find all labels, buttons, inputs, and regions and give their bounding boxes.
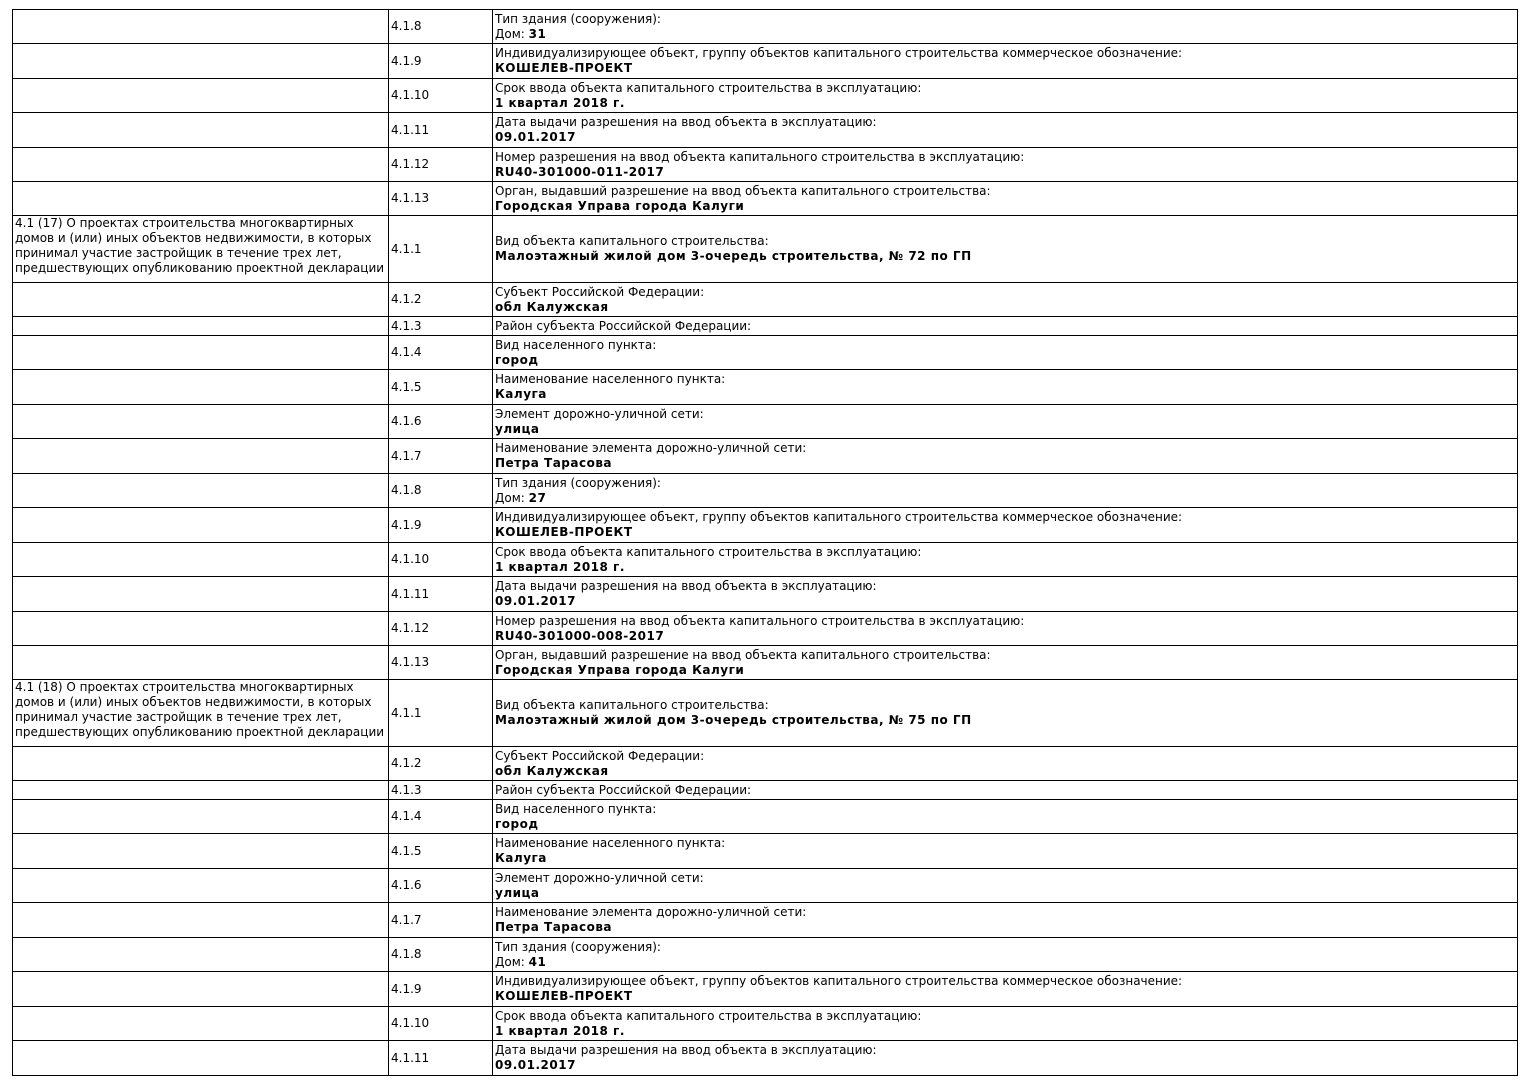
section-cell xyxy=(13,474,389,508)
table-row xyxy=(13,938,1518,972)
item-value-line xyxy=(495,817,1515,832)
section-cell xyxy=(13,216,389,283)
section-title: 4.1 (17) О проектах строительства многоквартирных домов и (или) иных объектов недвижимости, в которых принимал участие застройщик в течение трех лет, предшествующих опубликованию проектной декларации xyxy=(15,216,385,275)
table-row xyxy=(13,1041,1518,1076)
table-row xyxy=(13,508,1518,543)
item-value-prefix: Дом: xyxy=(495,490,529,505)
item-number: 4.1.8 xyxy=(389,474,493,508)
item-value: 09.01.2017 xyxy=(495,1058,576,1072)
item-number: 4.1.12 xyxy=(389,612,493,646)
item-number: 4.1.4 xyxy=(389,336,493,370)
item-number: 4.1.1 xyxy=(389,680,493,747)
item-content xyxy=(493,439,1518,474)
item-number: 4.1.3 xyxy=(389,317,493,336)
item-value-line xyxy=(495,422,1515,437)
item-number: 4.1.4 xyxy=(389,800,493,834)
item-label: Индивидуализирующее объект, группу объектов капитального строительства коммерческое обозначение: xyxy=(495,510,1183,524)
item-label: Элемент дорожно-уличной сети: xyxy=(495,406,704,421)
section-cell xyxy=(13,439,389,474)
item-value-line xyxy=(495,300,1515,315)
item-value-line xyxy=(495,491,1515,506)
table-row xyxy=(13,646,1518,680)
item-content xyxy=(493,508,1518,543)
item-value: 1 квартал 2018 г. xyxy=(495,95,625,110)
item-content xyxy=(493,79,1518,113)
item-value-line xyxy=(495,920,1515,935)
item-value: 1 квартал 2018 г. xyxy=(495,559,625,574)
item-label: Дата выдачи разрешения на ввод объекта в эксплуатацию: xyxy=(495,1043,877,1057)
item-content xyxy=(493,646,1518,680)
table-row xyxy=(13,903,1518,938)
item-label: Тип здания (сооружения): xyxy=(495,939,661,954)
table-row xyxy=(13,79,1518,113)
table-row xyxy=(13,10,1518,44)
section-cell xyxy=(13,747,389,781)
section-cell xyxy=(13,1041,389,1076)
declaration-table-page xyxy=(12,9,1517,1077)
item-number: 4.1.3 xyxy=(389,781,493,800)
table-row xyxy=(13,747,1518,781)
item-value: КОШЕЛЕВ-ПРОЕКТ xyxy=(495,61,633,75)
item-value-line xyxy=(495,560,1515,575)
item-number: 4.1.7 xyxy=(389,439,493,474)
item-value: Калуга xyxy=(495,851,547,865)
item-label: Вид населенного пункта: xyxy=(495,801,657,816)
declaration-table xyxy=(12,9,1518,1076)
item-value: Малоэтажный жилой дом 3-очередь строительства, № 72 по ГП xyxy=(495,249,972,263)
item-label: Индивидуализирующее объект, группу объектов капитального строительства коммерческое обозначение: xyxy=(495,974,1183,988)
item-number: 4.1.2 xyxy=(389,283,493,317)
item-value-line xyxy=(495,629,1515,644)
item-content xyxy=(493,474,1518,508)
item-label: Район субъекта Российской Федерации: xyxy=(495,782,752,797)
item-value: 41 xyxy=(528,954,547,969)
section-cell xyxy=(13,405,389,439)
item-label: Срок ввода объекта капитального строительства в эксплуатацию: xyxy=(495,1008,922,1023)
item-label: Орган, выдавший разрешение на ввод объекта капитального строительства: xyxy=(495,183,991,198)
item-value: 1 квартал 2018 г. xyxy=(495,1023,625,1038)
item-content xyxy=(493,182,1518,216)
item-value: Петра Тарасова xyxy=(495,920,613,934)
section-cell xyxy=(13,283,389,317)
section-cell xyxy=(13,543,389,577)
item-label: Вид объекта капитального строительства: xyxy=(495,234,769,248)
item-number: 4.1.2 xyxy=(389,747,493,781)
item-content xyxy=(493,938,1518,972)
item-value: город xyxy=(495,352,539,367)
table-row xyxy=(13,474,1518,508)
section-cell xyxy=(13,10,389,44)
item-value-line xyxy=(495,989,1515,1004)
item-value: КОШЕЛЕВ-ПРОЕКТ xyxy=(495,989,633,1003)
section-cell xyxy=(13,781,389,800)
item-number: 4.1.10 xyxy=(389,1007,493,1041)
section-cell xyxy=(13,646,389,680)
item-number: 4.1.9 xyxy=(389,972,493,1007)
section-cell xyxy=(13,680,389,747)
table-row xyxy=(13,370,1518,405)
item-value: RU40-301000-011-2017 xyxy=(495,164,665,179)
item-value-line xyxy=(495,851,1515,866)
item-content xyxy=(493,283,1518,317)
item-value: Калуга xyxy=(495,387,547,401)
table-row xyxy=(13,148,1518,182)
item-content xyxy=(493,781,1518,800)
item-content xyxy=(493,543,1518,577)
section-cell xyxy=(13,938,389,972)
item-content xyxy=(493,903,1518,938)
item-value: Малоэтажный жилой дом 3-очередь строительства, № 75 по ГП xyxy=(495,713,972,727)
table-row xyxy=(13,182,1518,216)
item-content xyxy=(493,148,1518,182)
item-number: 4.1.11 xyxy=(389,113,493,148)
item-value-line xyxy=(495,27,1515,42)
item-number: 4.1.9 xyxy=(389,508,493,543)
item-value-line xyxy=(495,353,1515,368)
section-cell xyxy=(13,972,389,1007)
item-number: 4.1.11 xyxy=(389,1041,493,1076)
item-number: 4.1.6 xyxy=(389,869,493,903)
item-number: 4.1.8 xyxy=(389,938,493,972)
item-content xyxy=(493,317,1518,336)
table-row xyxy=(13,972,1518,1007)
section-cell xyxy=(13,834,389,869)
table-row xyxy=(13,216,1518,283)
item-label: Вид объекта капитального строительства: xyxy=(495,698,769,712)
item-content xyxy=(493,972,1518,1007)
item-label: Дата выдачи разрешения на ввод объекта в эксплуатацию: xyxy=(495,579,877,593)
item-content xyxy=(493,216,1518,283)
section-cell xyxy=(13,1007,389,1041)
item-content xyxy=(493,1041,1518,1076)
item-content xyxy=(493,44,1518,79)
item-content xyxy=(493,612,1518,646)
section-cell xyxy=(13,148,389,182)
section-cell xyxy=(13,508,389,543)
item-value-line xyxy=(495,456,1515,471)
table-row xyxy=(13,834,1518,869)
item-value-line xyxy=(495,1024,1515,1039)
section-cell xyxy=(13,800,389,834)
item-label: Срок ввода объекта капитального строительства в эксплуатацию: xyxy=(495,544,922,559)
item-label: Тип здания (сооружения): xyxy=(495,475,661,490)
item-label: Субъект Российской Федерации: xyxy=(495,284,705,299)
item-content xyxy=(493,10,1518,44)
item-number: 4.1.8 xyxy=(389,10,493,44)
table-row xyxy=(13,680,1518,747)
section-cell xyxy=(13,44,389,79)
item-content xyxy=(493,336,1518,370)
item-label: Срок ввода объекта капитального строительства в эксплуатацию: xyxy=(495,80,922,95)
item-value-line xyxy=(495,199,1515,214)
item-value: 27 xyxy=(528,490,547,505)
section-cell xyxy=(13,113,389,148)
item-content xyxy=(493,834,1518,869)
section-cell xyxy=(13,79,389,113)
section-cell xyxy=(13,903,389,938)
item-label: Наименование населенного пункта: xyxy=(495,372,726,386)
item-content xyxy=(493,113,1518,148)
item-content xyxy=(493,680,1518,747)
item-value: КОШЕЛЕВ-ПРОЕКТ xyxy=(495,525,633,539)
item-label: Тип здания (сооружения): xyxy=(495,11,661,26)
section-title: 4.1 (18) О проектах строительства многоквартирных домов и (или) иных объектов недвижимости, в которых принимал участие застройщик в течение трех лет, предшествующих опубликованию проектной декларации xyxy=(15,680,385,739)
item-value-line xyxy=(495,130,1515,145)
item-value-line xyxy=(495,1058,1515,1073)
table-row xyxy=(13,577,1518,612)
section-cell xyxy=(13,577,389,612)
item-value-line xyxy=(495,886,1515,901)
item-number: 4.1.11 xyxy=(389,577,493,612)
item-value: город xyxy=(495,816,539,831)
item-label: Дата выдачи разрешения на ввод объекта в эксплуатацию: xyxy=(495,115,877,129)
item-value: Петра Тарасова xyxy=(495,456,613,470)
item-content xyxy=(493,577,1518,612)
item-number: 4.1.13 xyxy=(389,646,493,680)
item-value: обл Калужская xyxy=(495,299,609,314)
item-value-line xyxy=(495,249,1515,264)
item-number: 4.1.10 xyxy=(389,79,493,113)
section-cell xyxy=(13,182,389,216)
item-value-line xyxy=(495,764,1515,779)
item-value-prefix: Дом: xyxy=(495,26,529,41)
item-content xyxy=(493,370,1518,405)
item-content xyxy=(493,747,1518,781)
item-value-line xyxy=(495,387,1515,402)
item-value: 09.01.2017 xyxy=(495,594,576,608)
item-label: Район субъекта Российской Федерации: xyxy=(495,318,752,333)
item-content xyxy=(493,869,1518,903)
item-value-line xyxy=(495,955,1515,970)
item-label: Элемент дорожно-уличной сети: xyxy=(495,870,704,885)
item-label: Субъект Российской Федерации: xyxy=(495,748,705,763)
item-label: Орган, выдавший разрешение на ввод объекта капитального строительства: xyxy=(495,647,991,662)
table-row xyxy=(13,317,1518,336)
table-body xyxy=(13,10,1518,1076)
item-value: Городская Управа города Калуги xyxy=(495,198,745,213)
item-label: Номер разрешения на ввод объекта капитального строительства в эксплуатацию: xyxy=(495,613,1025,628)
item-content xyxy=(493,800,1518,834)
item-number: 4.1.9 xyxy=(389,44,493,79)
item-value: Городская Управа города Калуги xyxy=(495,662,745,677)
item-value: 09.01.2017 xyxy=(495,130,576,144)
item-value-line xyxy=(495,96,1515,111)
item-value: 31 xyxy=(528,26,547,41)
table-row xyxy=(13,869,1518,903)
item-content xyxy=(493,405,1518,439)
item-value-line xyxy=(495,525,1515,540)
item-number: 4.1.12 xyxy=(389,148,493,182)
table-row xyxy=(13,612,1518,646)
item-value: улица xyxy=(495,421,540,436)
item-label: Номер разрешения на ввод объекта капитального строительства в эксплуатацию: xyxy=(495,149,1025,164)
section-cell xyxy=(13,317,389,336)
item-number: 4.1.5 xyxy=(389,834,493,869)
section-cell xyxy=(13,336,389,370)
item-number: 4.1.7 xyxy=(389,903,493,938)
item-label: Наименование элемента дорожно-уличной сети: xyxy=(495,441,807,455)
section-cell xyxy=(13,612,389,646)
table-row xyxy=(13,44,1518,79)
item-number: 4.1.13 xyxy=(389,182,493,216)
item-label: Вид населенного пункта: xyxy=(495,337,657,352)
table-row xyxy=(13,283,1518,317)
item-value-prefix: Дом: xyxy=(495,954,529,969)
table-row xyxy=(13,439,1518,474)
item-value-line xyxy=(495,61,1515,76)
section-cell xyxy=(13,869,389,903)
table-row xyxy=(13,800,1518,834)
table-row xyxy=(13,1007,1518,1041)
item-value-line xyxy=(495,165,1515,180)
item-number: 4.1.5 xyxy=(389,370,493,405)
item-label: Наименование населенного пункта: xyxy=(495,836,726,850)
table-row xyxy=(13,781,1518,800)
item-label: Наименование элемента дорожно-уличной сети: xyxy=(495,905,807,919)
table-row xyxy=(13,113,1518,148)
item-value-line xyxy=(495,594,1515,609)
item-number: 4.1.10 xyxy=(389,543,493,577)
item-number: 4.1.1 xyxy=(389,216,493,283)
table-row xyxy=(13,543,1518,577)
item-value-line xyxy=(495,713,1515,728)
item-value: улица xyxy=(495,885,540,900)
section-cell xyxy=(13,370,389,405)
table-row xyxy=(13,336,1518,370)
table-row xyxy=(13,405,1518,439)
item-value-line xyxy=(495,663,1515,678)
item-number: 4.1.6 xyxy=(389,405,493,439)
item-content xyxy=(493,1007,1518,1041)
item-value: RU40-301000-008-2017 xyxy=(495,628,665,643)
item-value: обл Калужская xyxy=(495,763,609,778)
item-label: Индивидуализирующее объект, группу объектов капитального строительства коммерческое обозначение: xyxy=(495,46,1183,60)
